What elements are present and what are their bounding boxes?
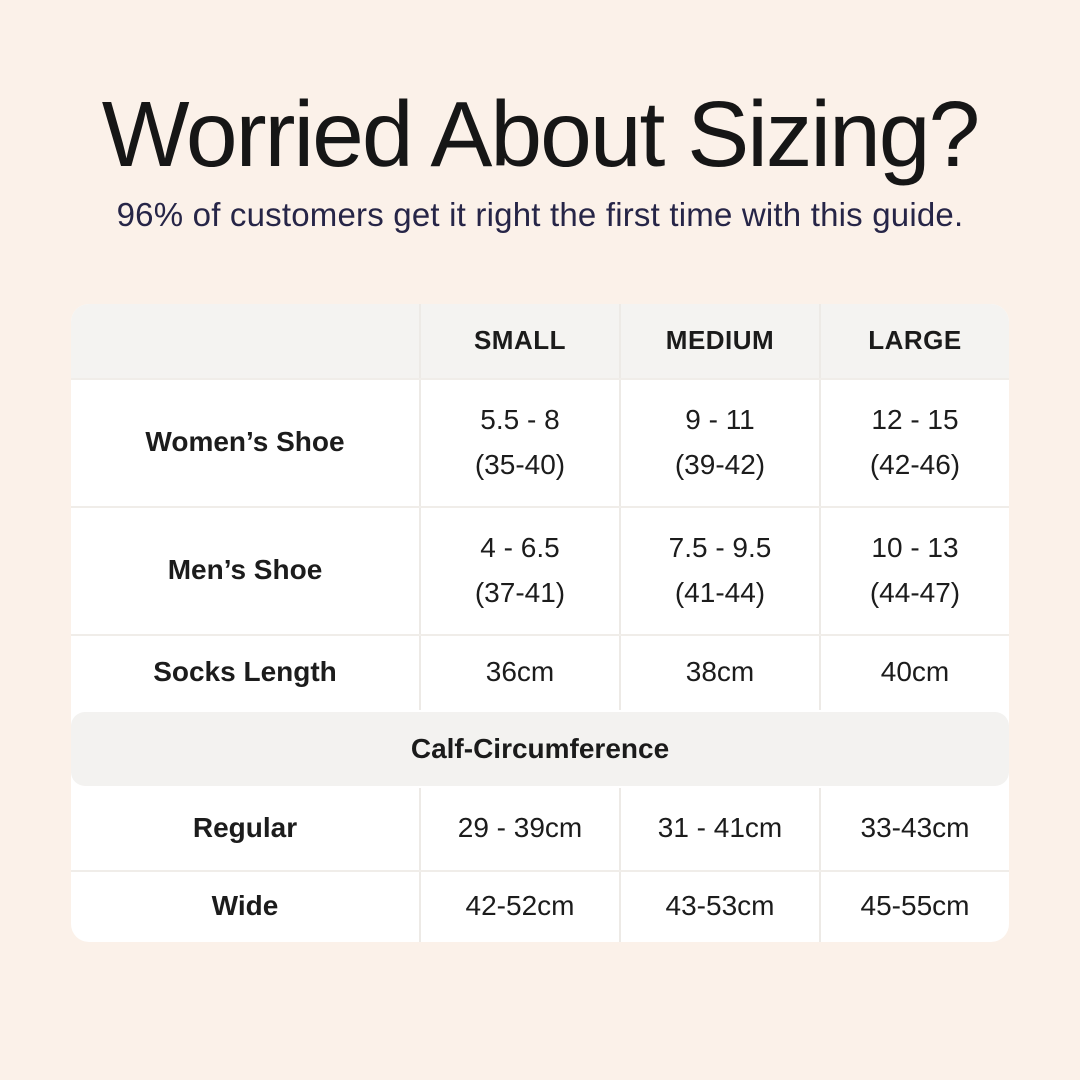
cell-womens-small [419, 380, 619, 506]
value-line: (41-44) [674, 576, 766, 608]
column-header-large: LARGE [819, 304, 1009, 378]
table-row-calf-wide [71, 870, 1009, 942]
cell-socks-medium: 38cm [619, 636, 819, 710]
section-header-calf-circumference: Calf-Circumference [71, 712, 1009, 786]
cell-regular-small: 29 - 39cm [419, 788, 619, 870]
cell-mens-medium [619, 508, 819, 634]
cell-regular-large: 33-43cm [819, 788, 1009, 870]
cell-wide-small: 42-52cm [419, 872, 619, 942]
column-header-small: SMALL [419, 304, 619, 378]
value-line: 5.5 - 8 [480, 404, 560, 436]
cell-wide-medium: 43-53cm [619, 872, 819, 942]
cell-regular-medium: 31 - 41cm [619, 788, 819, 870]
row-label-regular: Regular [192, 812, 298, 844]
table-header-row [71, 304, 1009, 378]
value-line: 10 - 13 [871, 532, 959, 564]
value-line: (44-47) [869, 576, 961, 608]
cell-womens-medium [619, 380, 819, 506]
size-guide-table [71, 304, 1009, 942]
table-row-calf-regular [71, 788, 1009, 870]
value-line: (37-41) [474, 576, 566, 608]
page-title: Worried About Sizing? [101, 82, 979, 186]
value-line: 7.5 - 9.5 [668, 532, 772, 564]
table-row-mens-shoe [71, 506, 1009, 634]
table-row-socks-length [71, 634, 1009, 710]
row-label-socks-length: Socks Length [153, 656, 337, 688]
hero-section [0, 0, 1080, 234]
value-line: 12 - 15 [871, 404, 959, 436]
cell-socks-small: 36cm [419, 636, 619, 710]
cell-mens-large [819, 508, 1009, 634]
value-line: 9 - 11 [685, 404, 755, 436]
value-line: 4 - 6.5 [480, 532, 560, 564]
row-label-wide: Wide [211, 890, 279, 922]
column-header-medium: MEDIUM [619, 304, 819, 378]
cell-wide-large: 45-55cm [819, 872, 1009, 942]
value-line: (35-40) [474, 448, 566, 480]
table-row-womens-shoe [71, 378, 1009, 506]
cell-womens-large [819, 380, 1009, 506]
value-line: (39-42) [674, 448, 766, 480]
value-line: (42-46) [869, 448, 961, 480]
cell-mens-small [419, 508, 619, 634]
cell-socks-large: 40cm [819, 636, 1009, 710]
row-label-mens-shoe: Men’s Shoe [167, 554, 323, 586]
column-header-empty [71, 304, 419, 378]
row-label-womens-shoe: Women’s Shoe [145, 426, 345, 458]
page-subtitle: 96% of customers get it right the first time with this guide. [116, 195, 964, 233]
